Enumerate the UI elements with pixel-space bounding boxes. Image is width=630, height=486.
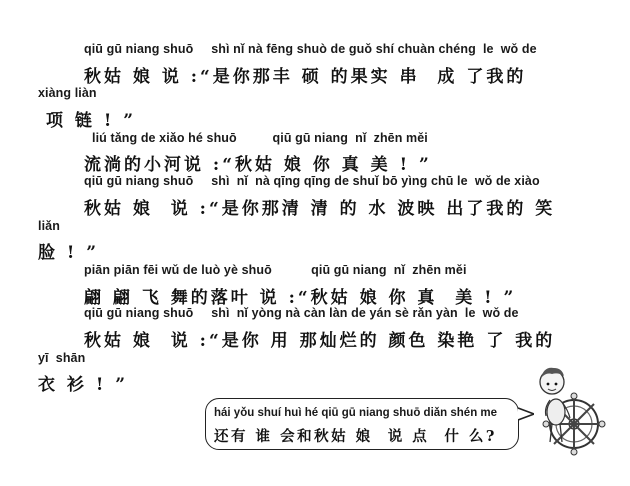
hanzi-line-2: 项 链 ! ” <box>46 111 136 131</box>
hanzi-line-5: 脸 ! ” <box>38 243 100 263</box>
hanzi-line-3: 流淌的小河说 :“秋姑 娘 你 真 美 ! ” <box>84 155 432 175</box>
speech-bubble <box>205 398 519 450</box>
hanzi-line-8: 衣 衫 ! ” <box>38 375 128 395</box>
pinyin-line-3: liú tǎng de xiǎo hé shuō qiū gū niang nǐ zhēn měi <box>92 131 428 145</box>
hanzi-line-7: 秋姑 娘 说 :“是你 用 那灿烂的 颜色 染艳 了 我的 <box>84 331 556 351</box>
pinyin-line-1: qiū gū niang shuō shì nǐ nà fēng shuò de guǒ shí chuàn chéng le wǒ de <box>84 42 537 56</box>
pinyin-line-4: qiū gū niang shuō shì nǐ nà qīng qīng de shuǐ bō yìng chū le wǒ de xiào <box>84 174 540 188</box>
pinyin-line-2: xiàng liàn <box>38 86 97 100</box>
bubble-pinyin: hái yǒu shuí huì hé qiū gū niang shuō diǎn shén me <box>214 407 498 419</box>
bubble-hanzi: 还有 谁 会和秋姑 娘 说 点 什 么? <box>214 428 497 445</box>
hanzi-line-1: 秋姑 娘 说 :“是你那丰 硕 的果实 串 成 了我的 <box>84 67 527 87</box>
pinyin-line-6: piān piān fēi wǔ de luò yè shuō qiū gū niang nǐ zhēn měi <box>84 263 467 277</box>
pinyin-line-8: yī shān <box>38 351 86 365</box>
hanzi-line-4: 秋姑 娘 说 :“是你那清 清 的 水 波映 出了我的 笑 <box>84 199 556 219</box>
hanzi-line-6: 翩 翩 飞 舞的落叶 说 :“秋姑 娘 你 真 美 ! ” <box>84 288 517 308</box>
cartoon-child-with-ship-wheel-icon <box>530 360 610 460</box>
pinyin-line-5: liǎn <box>38 219 60 233</box>
pinyin-line-7: qiū gū niang shuō shì nǐ yòng nà càn làn de yán sè rǎn yàn le wǒ de <box>84 306 519 320</box>
